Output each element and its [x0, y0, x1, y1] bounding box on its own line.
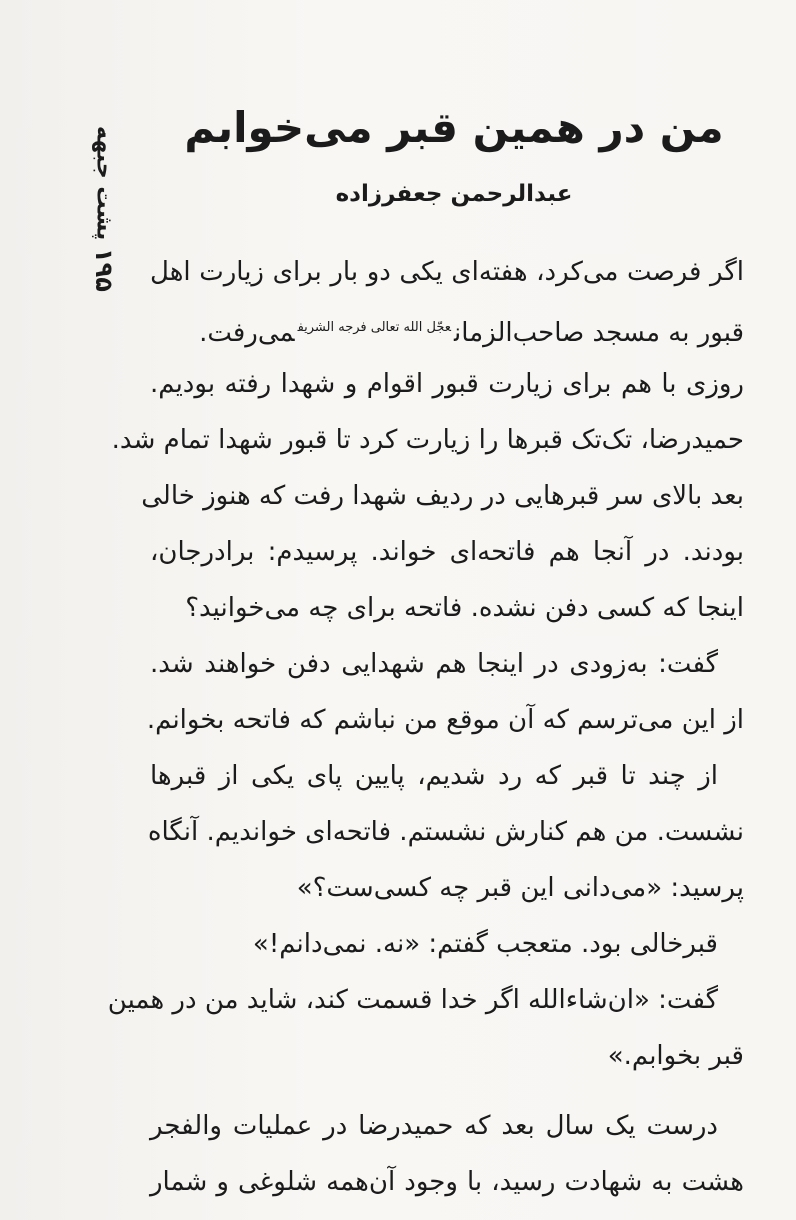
- text-line: قبرخالی بود. متعجب گفتم: «نه. نمی‌دانم!»: [252, 929, 718, 959]
- page-number: ۱۹۵: [90, 248, 118, 292]
- text-line: اینجا که کسی دفن نشده. فاتحه برای چه می‌خوانید؟: [185, 593, 744, 623]
- article-author: عبدالرحمن جعفرزاده: [335, 181, 573, 207]
- text-line: درست یک سال بعد که حمیدرضا در عملیات والفجر: [150, 1111, 718, 1141]
- publication-name: پشت جبهه: [91, 125, 117, 241]
- text-line: هشت به شهادت رسید، با وجود آن‌همه شلوغی و شمار: [150, 1167, 744, 1197]
- text-line: از چند تا قبر که رد شدیم، پایین پای یکی از قبرها: [150, 761, 718, 791]
- text-line: حمیدرضا، تک‌تک قبرها را زیارت کرد تا قبور شهدا تمام شد.: [111, 425, 744, 455]
- text-line: روزی با هم برای زیارت قبور اقوام و شهدا رفته بودیم.: [150, 369, 744, 399]
- text-line: [150, 300, 744, 356]
- honorific-glyph: عجّل الله تعالی فرجه الشریف: [297, 320, 452, 335]
- text-line: بودند. در آنجا هم فاتحه‌ای خواند. پرسیدم: برادرجان،: [150, 537, 744, 567]
- text-line: گفت: «ان‌شاءالله اگر خدا قسمت کند، شاید من در همین: [107, 985, 718, 1015]
- text-line: پرسید: «می‌دانی این قبر چه کسی‌ست؟»: [296, 873, 744, 903]
- text-fragment: می‌رفت.: [199, 318, 295, 348]
- text-line: بعد بالای سر قبرهایی در ردیف شهدا رفت که هنوز خالی: [141, 481, 744, 511]
- text-fragment: قبور به مسجد صاحب‌الزمان: [454, 318, 744, 348]
- paragraph-gap: [150, 1084, 744, 1098]
- text-line: نشست. من هم کنارش نشستم. فاتحه‌ای خواندیم. آنگاه: [147, 817, 744, 847]
- article-title: من در همین قبر می‌خوابم: [184, 103, 724, 152]
- text-line: از این می‌ترسم که آن موقع من نباشم که فاتحه بخوانم.: [146, 705, 744, 735]
- text-line: اگر فرصت می‌کرد، هفته‌ای یکی دو بار برای زیارت اهل: [150, 257, 744, 287]
- text-line: قبر بخوابم.»: [607, 1041, 744, 1071]
- text-line: گفت: به‌زودی در اینجا هم شهدایی دفن خواهند شد.: [150, 649, 718, 679]
- article-body: [107, 244, 744, 1210]
- running-header: [84, 92, 124, 292]
